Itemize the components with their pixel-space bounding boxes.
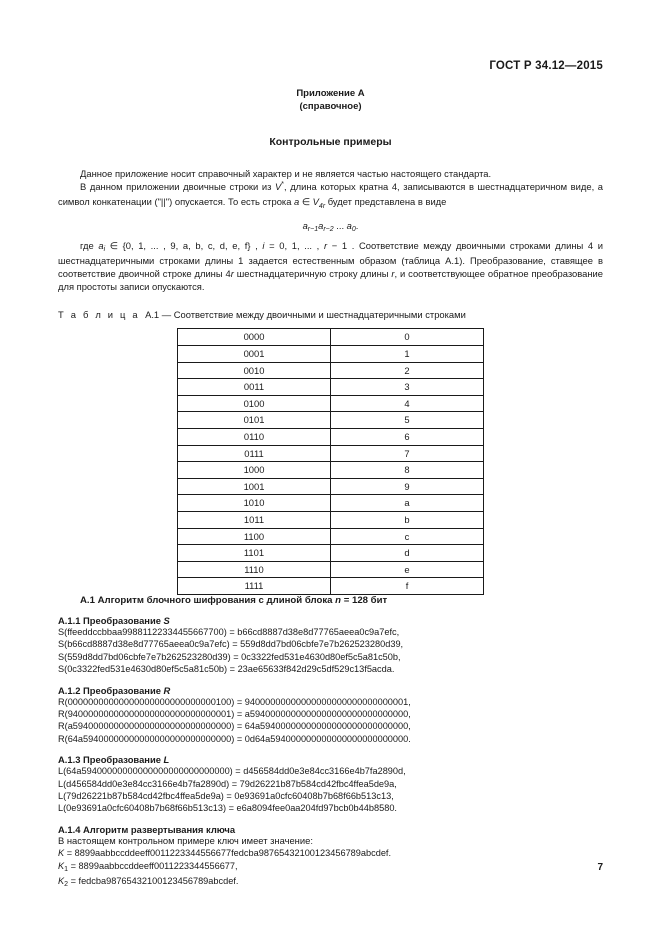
formula-a3: a xyxy=(346,219,352,231)
intro-p3-i-sub: i xyxy=(103,246,106,254)
l-line: L(0e93691a0cfc60408b7b68f66b513c13) = e6a8094fee0aa204fd97bcb0b44b8580. xyxy=(58,803,397,814)
page-header xyxy=(489,60,603,72)
section-a12-letter: R xyxy=(163,684,171,696)
formula-a1: a xyxy=(302,219,308,231)
section-a12-number: А.1.2 xyxy=(58,684,81,696)
intro-p3-eq: = 0, 1, ... , xyxy=(264,239,324,251)
section-a14-number: А.1.4 xyxy=(58,823,81,835)
l-line: L(64a59400000000000000000000000000) = d456584dd0e3e84cc3166e4b7fa2890d, xyxy=(58,766,406,777)
cell-hex: f xyxy=(331,578,484,595)
key-symbol: K xyxy=(58,875,65,886)
intro-p2-text-c: будет представлена в виде xyxy=(325,196,447,208)
formula-sub2: r−2 xyxy=(323,226,334,234)
cell-binary: 0010 xyxy=(178,362,331,379)
annex-title: Приложение А xyxy=(296,88,365,99)
section-a11-title: Преобразование xyxy=(83,614,164,626)
formula-sub1: r−1 xyxy=(307,226,319,234)
table-row xyxy=(178,346,484,363)
table-row xyxy=(178,578,484,595)
cell-hex: 7 xyxy=(331,445,484,462)
intro-p2-4r-sub: 4r xyxy=(318,202,326,210)
cell-binary: 1011 xyxy=(178,511,331,528)
table-row xyxy=(178,478,484,495)
s-line: S(b66cd8887d38e8d77765aeea0c9a7efc) = 559d8dd7bd06cbfe7e7b262523280d39, xyxy=(58,639,404,650)
section-heading-a1 xyxy=(58,595,603,606)
intro-p3-text-c: шестнадцатеричную строку длины xyxy=(233,268,392,280)
cell-hex: 4 xyxy=(331,395,484,412)
section-heading-a11 xyxy=(58,606,603,626)
cell-hex: 6 xyxy=(331,428,484,445)
cell-hex: c xyxy=(331,528,484,545)
intro-p3-a-symbol: a xyxy=(98,239,104,251)
intro-p2-v-symbol: V xyxy=(275,181,282,193)
table-row xyxy=(178,445,484,462)
r-line: R(94000000000000000000000000000001) = a5940000000000000000000000000000, xyxy=(58,708,411,719)
annex-subtitle: (справочное) xyxy=(299,100,362,112)
section-a1-n-symbol: n xyxy=(335,594,342,606)
key-subscript: 2 xyxy=(64,881,69,889)
table-row xyxy=(178,329,484,346)
table-row xyxy=(178,428,484,445)
section-heading-a14 xyxy=(58,815,603,835)
key-value: = 8899aabbccddeeff0011223344556677, xyxy=(68,860,238,871)
intro-p2-a-symbol: a xyxy=(294,196,300,208)
key-line xyxy=(58,860,603,875)
cell-binary: 0101 xyxy=(178,412,331,429)
intro-p3-text-b: − 1 . Соответствие между двоичными строками длины 4 и шестнадцатеричными строками длины 1 задается естественным образом (таблица А.1). Преобразование, ставящее в соответствие двоичной строке длины 4 xyxy=(58,239,604,280)
key-subscript: 1 xyxy=(64,866,69,874)
table-row xyxy=(178,379,484,396)
cell-binary: 0111 xyxy=(178,445,331,462)
standard-id: ГОСТ Р 34.12—2015 xyxy=(489,60,603,72)
key-symbol: K xyxy=(58,860,65,871)
section-a13-title: Преобразование xyxy=(83,754,164,766)
cell-hex: a xyxy=(331,495,484,512)
section-a11-letter: S xyxy=(163,614,170,626)
cell-binary: 1010 xyxy=(178,495,331,512)
intro-p3-r-symbol: r xyxy=(323,239,328,251)
table-caption xyxy=(58,309,603,320)
table-row xyxy=(178,395,484,412)
table-row xyxy=(178,528,484,545)
intro-p2-star: * xyxy=(281,181,284,189)
r-line: R(a5940000000000000000000000000000) = 64a59400000000000000000000000000, xyxy=(58,721,411,732)
l-line: L(79d26221b87b584cd42fbc4ffea5de9a) = 0e93691a0cfc60408b7b68f66b513c13, xyxy=(58,790,394,801)
intro-p3-r3-symbol: r xyxy=(391,268,395,280)
section-a1-title-a: Алгоритм блочного шифрования с длиной блока xyxy=(97,594,336,606)
intro-p2-text-b: , длина которых кратна 4, записываются в шестнадцатеричном виде, а символ конкатенации ("||") опускается. То есть строка xyxy=(58,181,603,208)
formula-sub3: 0 xyxy=(351,226,356,234)
intro-paragraph-2 xyxy=(58,180,603,210)
page-number: 7 xyxy=(597,862,603,873)
s-line: S(ffeeddccbbaa99881122334455667700) = b66cd8887d38e8d77765aeea0c9a7efc, xyxy=(58,626,400,637)
intro-p2-in: ∈ xyxy=(299,196,313,208)
table-row xyxy=(178,412,484,429)
formula-a-representation xyxy=(58,219,603,234)
table-body xyxy=(178,329,484,595)
intro-p3-i-symbol: i xyxy=(262,239,265,251)
key-line xyxy=(58,847,603,860)
section-a13-letter: L xyxy=(163,754,170,766)
cell-hex: 1 xyxy=(331,346,484,363)
intro-p3-text-d: , и соответствующее обратное преобразование для простоты записи опускаются. xyxy=(58,268,603,293)
section-a1-number: А.1 xyxy=(80,594,95,606)
section-a11-number: А.1.1 xyxy=(58,614,81,626)
formula-a2: a xyxy=(318,219,324,231)
intro-paragraph-1: Данное приложение носит справочный характер и не является частью настоящего стандарта. xyxy=(80,168,492,179)
table-row xyxy=(178,561,484,578)
section-a14-title: Алгоритм развертывания ключа xyxy=(83,823,236,835)
cell-binary: 0011 xyxy=(178,379,331,396)
cell-binary: 0110 xyxy=(178,428,331,445)
cell-hex: d xyxy=(331,545,484,562)
s-line: S(0c3322fed531e4630d80ef5c5a81c50b) = 23ae65633f842d29c5df529c13f5acda. xyxy=(58,664,395,675)
l-line: L(d456584dd0e3e84cc3166e4b7fa2890d) = 79d26221b87b584cd42fbc4ffea5de9a, xyxy=(58,778,397,789)
cell-binary: 0100 xyxy=(178,395,331,412)
page-title: Контрольные примеры xyxy=(269,136,392,148)
cell-hex: e xyxy=(331,561,484,578)
key-symbol: K xyxy=(58,848,65,859)
cell-binary: 1111 xyxy=(178,578,331,595)
intro-paragraph-3 xyxy=(58,239,603,294)
section-a1-title-b: = 128 бит xyxy=(341,594,388,606)
table-caption-label: Т а б л и ц а xyxy=(58,309,140,321)
section-heading-a12 xyxy=(58,676,603,696)
key-value: = fedcba98765432100123456789abcdef. xyxy=(68,875,239,886)
intro-p2-text-a: В данном приложении двоичные строки из xyxy=(80,181,275,193)
cell-binary: 1000 xyxy=(178,462,331,479)
table-caption-number: А.1 xyxy=(145,309,160,321)
cell-binary: 1001 xyxy=(178,478,331,495)
section-a12-title: Преобразование xyxy=(83,684,164,696)
intro-p2-v4r-symbol: V xyxy=(312,196,319,208)
formula-period: . xyxy=(355,219,359,231)
r-line: R(64a59400000000000000000000000000) = 0d64a594000000000000000000000000. xyxy=(58,733,411,744)
table-row xyxy=(178,545,484,562)
key-line xyxy=(58,875,603,890)
intro-p3-set: ∈ {0, 1, ... , 9, a, b, c, d, e, f} , xyxy=(105,239,263,251)
cell-hex: 5 xyxy=(331,412,484,429)
binary-hex-table xyxy=(177,328,484,595)
intro-paragraphs xyxy=(58,167,603,211)
cell-binary: 1110 xyxy=(178,561,331,578)
table-row xyxy=(178,511,484,528)
formula-dots: ... xyxy=(333,219,347,231)
section-heading-a13 xyxy=(58,745,603,765)
cell-hex: 2 xyxy=(331,362,484,379)
intro-p3-r2-symbol: r xyxy=(230,268,234,280)
key-intro-text: В настоящем контрольном примере ключ имеет значение: xyxy=(58,834,313,846)
table-row xyxy=(178,362,484,379)
r-line: R(00000000000000000000000000000100) = 94000000000000000000000000000001, xyxy=(58,696,411,707)
cell-binary: 1101 xyxy=(178,545,331,562)
cell-hex: 3 xyxy=(331,379,484,396)
table-row xyxy=(178,462,484,479)
cell-hex: b xyxy=(331,511,484,528)
s-line: S(559d8dd7bd06cbfe7e7b262523280d39) = 0c3322fed531e4630d80ef5c5a81c50b, xyxy=(58,651,401,662)
cell-hex: 8 xyxy=(331,462,484,479)
cell-hex: 9 xyxy=(331,478,484,495)
intro-p3-gde: где xyxy=(80,239,99,251)
table-row xyxy=(178,495,484,512)
key-value: = 8899aabbccddeeff0011223344556677fedcba98765432100123456789abcdef. xyxy=(64,848,392,859)
cell-binary: 1100 xyxy=(178,528,331,545)
table-caption-dash: — xyxy=(161,309,172,321)
cell-binary: 0000 xyxy=(178,329,331,346)
page-content xyxy=(58,88,603,889)
section-a13-number: А.1.3 xyxy=(58,754,81,766)
cell-hex: 0 xyxy=(331,329,484,346)
cell-binary: 0001 xyxy=(178,346,331,363)
table-caption-text: Соответствие между двоичными и шестнадцатеричными строками xyxy=(173,309,466,321)
